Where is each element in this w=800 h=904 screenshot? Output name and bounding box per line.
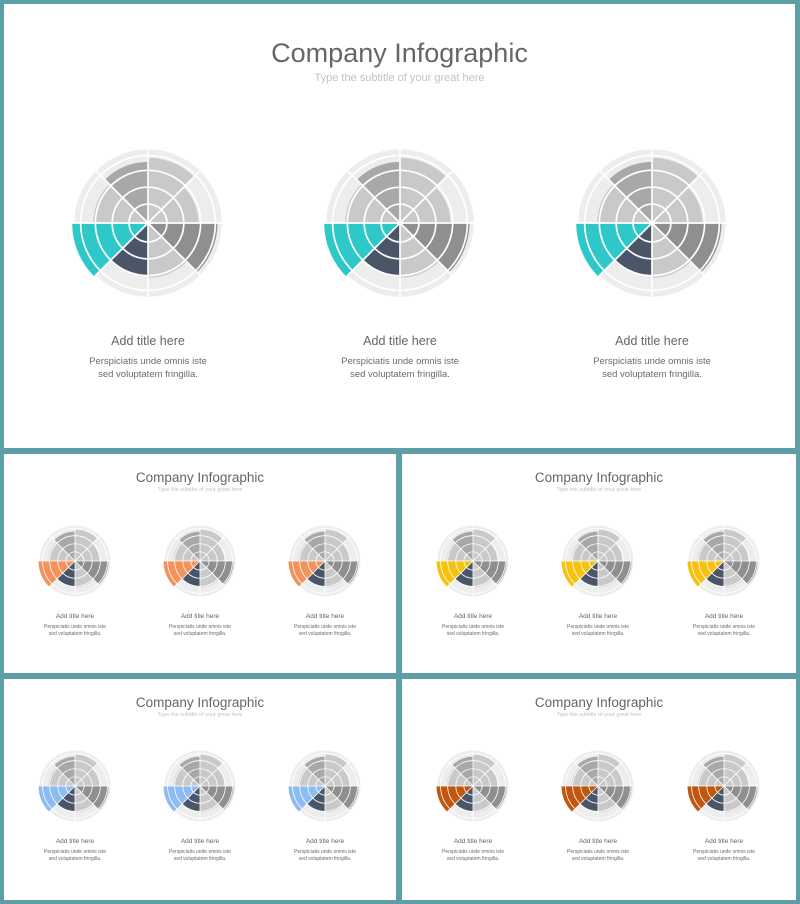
item-description bbox=[675, 624, 773, 638]
item-description bbox=[151, 624, 249, 638]
item-description-line: sed voluptatem fringilla. bbox=[446, 855, 500, 862]
item-title: Add title here bbox=[578, 613, 618, 620]
radial-chart bbox=[686, 748, 762, 824]
item-title: Add title here bbox=[363, 334, 437, 348]
item-description-line: sed voluptatem fringilla. bbox=[697, 855, 751, 862]
radial-chart bbox=[162, 523, 238, 599]
slide-subtitle: Type the subtitle of your great here bbox=[157, 712, 243, 718]
radial-chart bbox=[287, 748, 363, 824]
radial-chart bbox=[435, 523, 511, 599]
infographic-item bbox=[276, 748, 374, 863]
item-description-line: sed voluptatem fringilla. bbox=[48, 855, 102, 862]
slide-title: Company Infographic bbox=[534, 695, 664, 710]
radial-chart bbox=[37, 523, 113, 599]
item-description-line: sed voluptatem fringilla. bbox=[298, 630, 352, 637]
item-description-line: sed voluptatem fringilla. bbox=[602, 368, 702, 380]
item-description bbox=[554, 356, 750, 382]
infographic-item bbox=[424, 748, 522, 863]
slide-title: Company Infographic bbox=[135, 695, 265, 710]
item-description-line: sed voluptatem fringilla. bbox=[571, 630, 625, 637]
slide-brown bbox=[402, 679, 796, 900]
item-description bbox=[50, 356, 246, 382]
radial-chart bbox=[287, 523, 363, 599]
radial-chart bbox=[37, 748, 113, 824]
item-description-line: sed voluptatem fringilla. bbox=[173, 630, 227, 637]
item-description-line: Perspiciatis unde omnis iste bbox=[442, 624, 504, 630]
item-description-line: sed voluptatem fringilla. bbox=[298, 855, 352, 862]
item-description-line: Perspiciatis unde omnis iste bbox=[89, 356, 207, 367]
item-description-line: Perspiciatis unde omnis iste bbox=[693, 849, 755, 855]
item-description-line: sed voluptatem fringilla. bbox=[48, 630, 102, 637]
radial-chart bbox=[560, 748, 636, 824]
infographic-item bbox=[50, 144, 246, 382]
item-description bbox=[276, 849, 374, 863]
item-description-line: Perspiciatis unde omnis iste bbox=[44, 849, 106, 855]
item-description bbox=[151, 849, 249, 863]
radial-chart bbox=[162, 748, 238, 824]
infographic-item bbox=[549, 523, 647, 638]
item-title: Add title here bbox=[180, 613, 220, 620]
item-description-line: Perspiciatis unde omnis iste bbox=[294, 624, 356, 630]
slide-title: Company Infographic bbox=[534, 470, 664, 485]
item-description-line: sed voluptatem fringilla. bbox=[571, 855, 625, 862]
infographic-item bbox=[675, 523, 773, 638]
item-title: Add title here bbox=[55, 613, 95, 620]
item-title: Add title here bbox=[305, 838, 345, 845]
item-description-line: sed voluptatem fringilla. bbox=[98, 368, 198, 380]
item-title: Add title here bbox=[305, 613, 345, 620]
slide-orange bbox=[4, 454, 396, 673]
item-description-line: Perspiciatis unde omnis iste bbox=[442, 849, 504, 855]
slide-blue bbox=[4, 679, 396, 900]
infographic-item bbox=[151, 748, 249, 863]
slide-subtitle: Type the subtitle of your great here bbox=[556, 487, 642, 493]
item-description-line: sed voluptatem fringilla. bbox=[697, 630, 751, 637]
radial-chart bbox=[435, 748, 511, 824]
infographic-item bbox=[26, 748, 124, 863]
item-description-line: sed voluptatem fringilla. bbox=[350, 368, 450, 380]
item-description-line: Perspiciatis unde omnis iste bbox=[593, 356, 711, 367]
infographic-item bbox=[276, 523, 374, 638]
item-description bbox=[302, 356, 498, 382]
infographic-item bbox=[26, 523, 124, 638]
item-description bbox=[424, 624, 522, 638]
item-title: Add title here bbox=[615, 334, 689, 348]
slide-subtitle: Type the subtitle of your great here bbox=[314, 72, 485, 84]
item-title: Add title here bbox=[453, 838, 493, 845]
slide-title: Company Infographic bbox=[135, 470, 265, 485]
radial-chart bbox=[686, 523, 762, 599]
slide-yellow bbox=[402, 454, 796, 673]
item-description bbox=[26, 849, 124, 863]
slide-main bbox=[4, 4, 795, 448]
item-title: Add title here bbox=[111, 334, 185, 348]
item-title: Add title here bbox=[578, 838, 618, 845]
infographic-item bbox=[151, 523, 249, 638]
infographic-item bbox=[675, 748, 773, 863]
item-description bbox=[424, 849, 522, 863]
item-title: Add title here bbox=[180, 838, 220, 845]
item-description bbox=[675, 849, 773, 863]
item-description-line: Perspiciatis unde omnis iste bbox=[567, 624, 629, 630]
item-description bbox=[276, 624, 374, 638]
radial-chart bbox=[321, 144, 479, 302]
item-description-line: Perspiciatis unde omnis iste bbox=[341, 356, 459, 367]
item-description-line: Perspiciatis unde omnis iste bbox=[567, 849, 629, 855]
infographic-item bbox=[302, 144, 498, 382]
slide-title: Company Infographic bbox=[271, 38, 528, 68]
item-description-line: sed voluptatem fringilla. bbox=[173, 855, 227, 862]
item-description bbox=[549, 849, 647, 863]
item-description-line: Perspiciatis unde omnis iste bbox=[169, 624, 231, 630]
slide-subtitle: Type the subtitle of your great here bbox=[556, 712, 642, 718]
infographic-item bbox=[424, 523, 522, 638]
item-title: Add title here bbox=[453, 613, 493, 620]
radial-chart bbox=[573, 144, 731, 302]
item-description bbox=[549, 624, 647, 638]
infographic-item bbox=[549, 748, 647, 863]
item-description-line: sed voluptatem fringilla. bbox=[446, 630, 500, 637]
item-title: Add title here bbox=[704, 613, 744, 620]
item-description-line: Perspiciatis unde omnis iste bbox=[294, 849, 356, 855]
item-description-line: Perspiciatis unde omnis iste bbox=[44, 624, 106, 630]
infographic-item bbox=[554, 144, 750, 382]
item-title: Add title here bbox=[704, 838, 744, 845]
item-description bbox=[26, 624, 124, 638]
radial-chart bbox=[560, 523, 636, 599]
item-description-line: Perspiciatis unde omnis iste bbox=[693, 624, 755, 630]
item-description-line: Perspiciatis unde omnis iste bbox=[169, 849, 231, 855]
radial-chart bbox=[69, 144, 227, 302]
item-title: Add title here bbox=[55, 838, 95, 845]
slide-subtitle: Type the subtitle of your great here bbox=[157, 487, 243, 493]
